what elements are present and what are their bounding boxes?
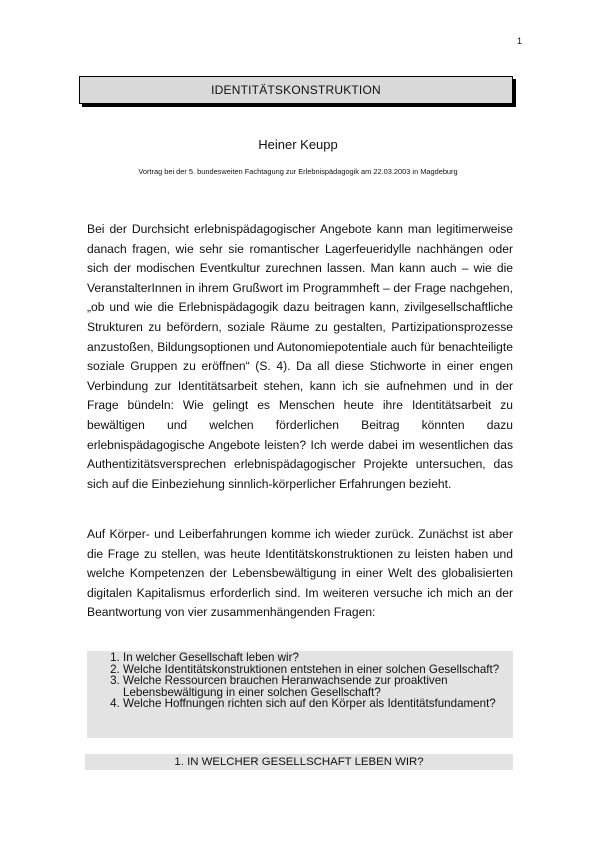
lecture-subtitle: Vortrag bei der 5. bundesweiten Fachtagung zur Erlebnispädagogik am 22.03.2003 in Magdeburg	[138, 167, 458, 176]
body-paragraph-2: Auf Körper- und Leiberfahrungen komme ich wieder zurück. Zunächst ist aber die Frage zu stellen, was heute Identitätskonstruktionen zu leisten haben und welche Kompetenzen der Lebensbewältigung in einer Welt des globalisierten digitalen Kapitalismus erforderlich sind. Im weiteren versuche ich mich an der Beantwortung von vier zusammenhängenden Fragen:	[87, 527, 513, 620]
questions-list	[101, 652, 505, 710]
question-item: 4. Welche Hoffnungen richten sich auf den Körper als Identitätsfundament?	[123, 698, 505, 710]
document-title-box	[79, 76, 513, 104]
page-number: 1	[517, 36, 523, 46]
question-item: 2. Welche Identitätskonstruktionen entstehen in einer solchen Gesellschaft?	[123, 664, 505, 676]
body-paragraph-1: Bei der Durchsicht erlebnispädagogischer Angebote kann man legitimerweise danach fragen, wie sehr sie romantischer Lagerfeueridylle nachhängen oder sich der modischen Eventkultur zurechnen lassen. Man kann auch – wie die VeranstalterInnen in ihrem Grußwort im Programmheft – der Frage nachgehen, „ob und wie die Erlebnispädagogik dazu beitragen kann, zivilgesellschaftliche Strukturen zu befördern, soziale Räume zu gestalten, Partizipationsprozesse anzustoßen, Bildungsoptionen und Autonomiepotentiale auch für benachteiligte soziale Gruppen zu eröffnen“ (S. 4). Da all diese Stichworte in einer engen Verbindung zur Identitätsarbeit stehen, kann ich sie aufnehmen und in der Frage bündeln: Wie gelingt es Menschen heute ihre Identitätsarbeit zu bewältigen und welchen förderlichen Beitrag könnten dazu erlebnispädagogische Angebote leisten? Ich werde dabei im wesentlichen das Authentizitätsversprechen erlebnispädagogischer Projekte untersuchen, das sich auf die Einbeziehung sinnlich-körperlicher Erfahrungen bezieht.	[87, 222, 513, 491]
section-heading-text: 1. IN WELCHER GESELLSCHAFT LEBEN WIR?	[174, 756, 424, 768]
question-item: 1. In welcher Gesellschaft leben wir?	[123, 652, 505, 664]
questions-box	[87, 651, 513, 738]
document-title: IDENTITÄTSKONSTRUKTION	[211, 83, 381, 97]
author-name: Heiner Keupp	[258, 137, 338, 152]
section-heading	[85, 754, 513, 770]
question-item: 3. Welche Ressourcen brauchen Heranwachsende zur proaktiven Lebensbewältigung in einer solchen Gesellschaft?	[123, 675, 505, 698]
